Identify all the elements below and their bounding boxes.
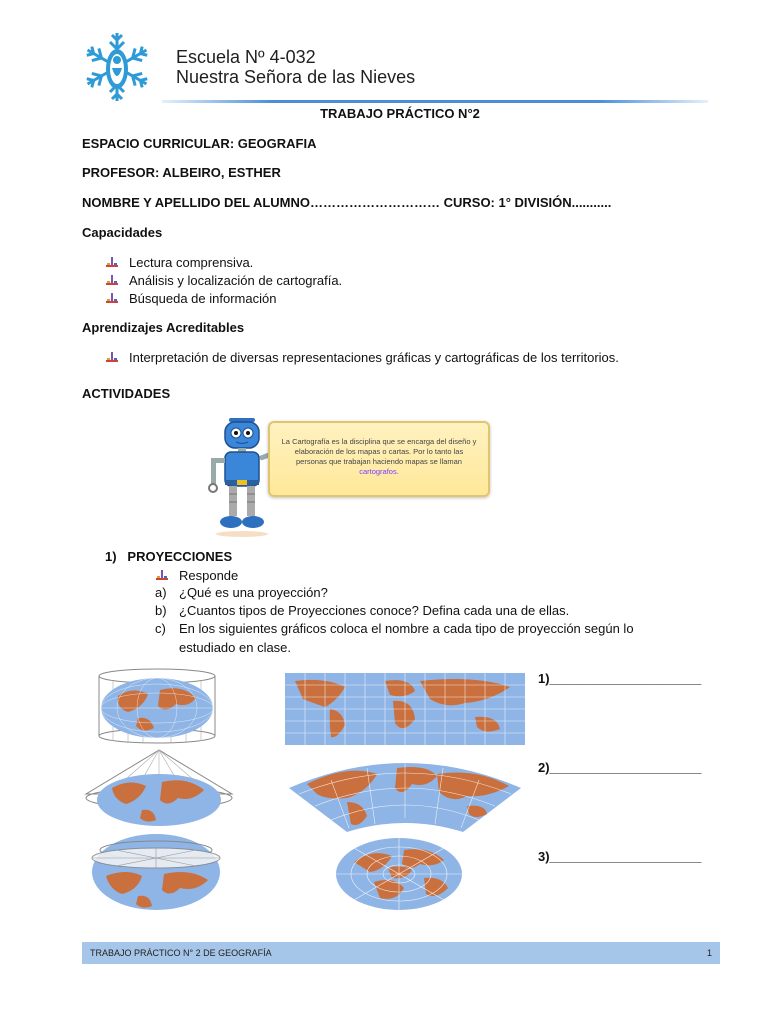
- bullet-icon: [105, 292, 119, 306]
- bullet-icon: [105, 256, 119, 270]
- answer-blank-2[interactable]: 2)_____________________: [538, 760, 702, 775]
- school-name-line1: Escuela Nº 4-032: [176, 47, 316, 67]
- capacidad-2: Análisis y localización de cartografía.: [129, 273, 343, 288]
- proyecciones-heading: [105, 549, 232, 564]
- page-footer: [82, 942, 720, 964]
- conic-projection-icon: [82, 748, 236, 828]
- question-text: En los siguientes gráficos coloca el nombre a cada tipo de proyección según lo: [179, 621, 634, 636]
- rectangular-projection-map-icon: [285, 673, 525, 745]
- bullet-icon: [105, 274, 119, 288]
- footer-title: TRABAJO PRÁCTICO N° 2 DE GEOGRAFÍA: [90, 948, 272, 958]
- answer-blank-3[interactable]: 3)_____________________: [538, 849, 702, 864]
- question-text: ¿Qué es una proyección?: [179, 585, 328, 600]
- callout-text: [280, 437, 478, 477]
- responde-label: Responde: [179, 568, 239, 583]
- aprendizaje-1: Interpretación de diversas representaciones gráficas y cartográficas de los territorios.: [129, 350, 619, 365]
- question-label: a): [155, 585, 167, 600]
- page-number: 1: [706, 948, 712, 958]
- callout-text-main: La Cartografía es la disciplina que se encarga del diseño y elaboración de los mapas o cartas. Por lo tanto las personas que trabajan haciendo mapas se llaman: [281, 437, 477, 466]
- azimuthal-projection-icon: [86, 832, 226, 912]
- callout-highlight: cartografos.: [359, 467, 399, 476]
- capacidad-3: Búsqueda de información: [129, 291, 277, 306]
- conic-projection-map-icon: [287, 758, 523, 832]
- question-b: [155, 603, 569, 618]
- list-item: [105, 291, 276, 306]
- question-label: c): [155, 621, 166, 636]
- espacio-curricular: ESPACIO CURRICULAR: GEOGRAFIA: [82, 136, 317, 151]
- section-number: 1): [105, 549, 117, 564]
- question-a: [155, 585, 328, 600]
- list-item: [105, 273, 342, 288]
- capacidad-1: Lectura comprensiva.: [129, 255, 254, 270]
- robot-illustration-icon: [207, 418, 277, 540]
- profesor: PROFESOR: ALBEIRO, ESTHER: [82, 165, 281, 180]
- question-text: ¿Cuantos tipos de Proyecciones conoce? Defina cada una de ellas.: [179, 603, 570, 618]
- bullet-icon: [105, 351, 119, 365]
- school-name-line2: Nuestra Señora de las Nieves: [176, 67, 416, 87]
- question-c: [155, 621, 634, 636]
- bullet-icon: [155, 569, 169, 583]
- polar-projection-map-icon: [334, 836, 464, 912]
- list-item: [105, 350, 619, 365]
- question-c-continuation: estudiado en clase.: [179, 640, 292, 655]
- page-title: TRABAJO PRÁCTICO N°2: [320, 106, 480, 121]
- actividades-heading: ACTIVIDADES: [82, 386, 171, 401]
- section-title: PROYECCIONES: [127, 549, 233, 564]
- aprendizajes-heading: Aprendizajes Acreditables: [82, 320, 245, 335]
- list-item: [105, 255, 253, 270]
- school-logo-icon: [76, 26, 158, 108]
- student-name-line: NOMBRE Y APELLIDO DEL ALUMNO………………………… CURSO: 1° DIVISIÓN...........: [82, 195, 612, 210]
- info-callout: [268, 421, 490, 497]
- list-item: [155, 568, 238, 583]
- answer-blank-1[interactable]: 1)_____________________: [538, 671, 702, 686]
- cylindrical-projection-icon: [88, 668, 226, 746]
- capacidades-heading: Capacidades: [82, 225, 163, 240]
- question-label: b): [155, 603, 167, 618]
- header-divider: [162, 100, 708, 103]
